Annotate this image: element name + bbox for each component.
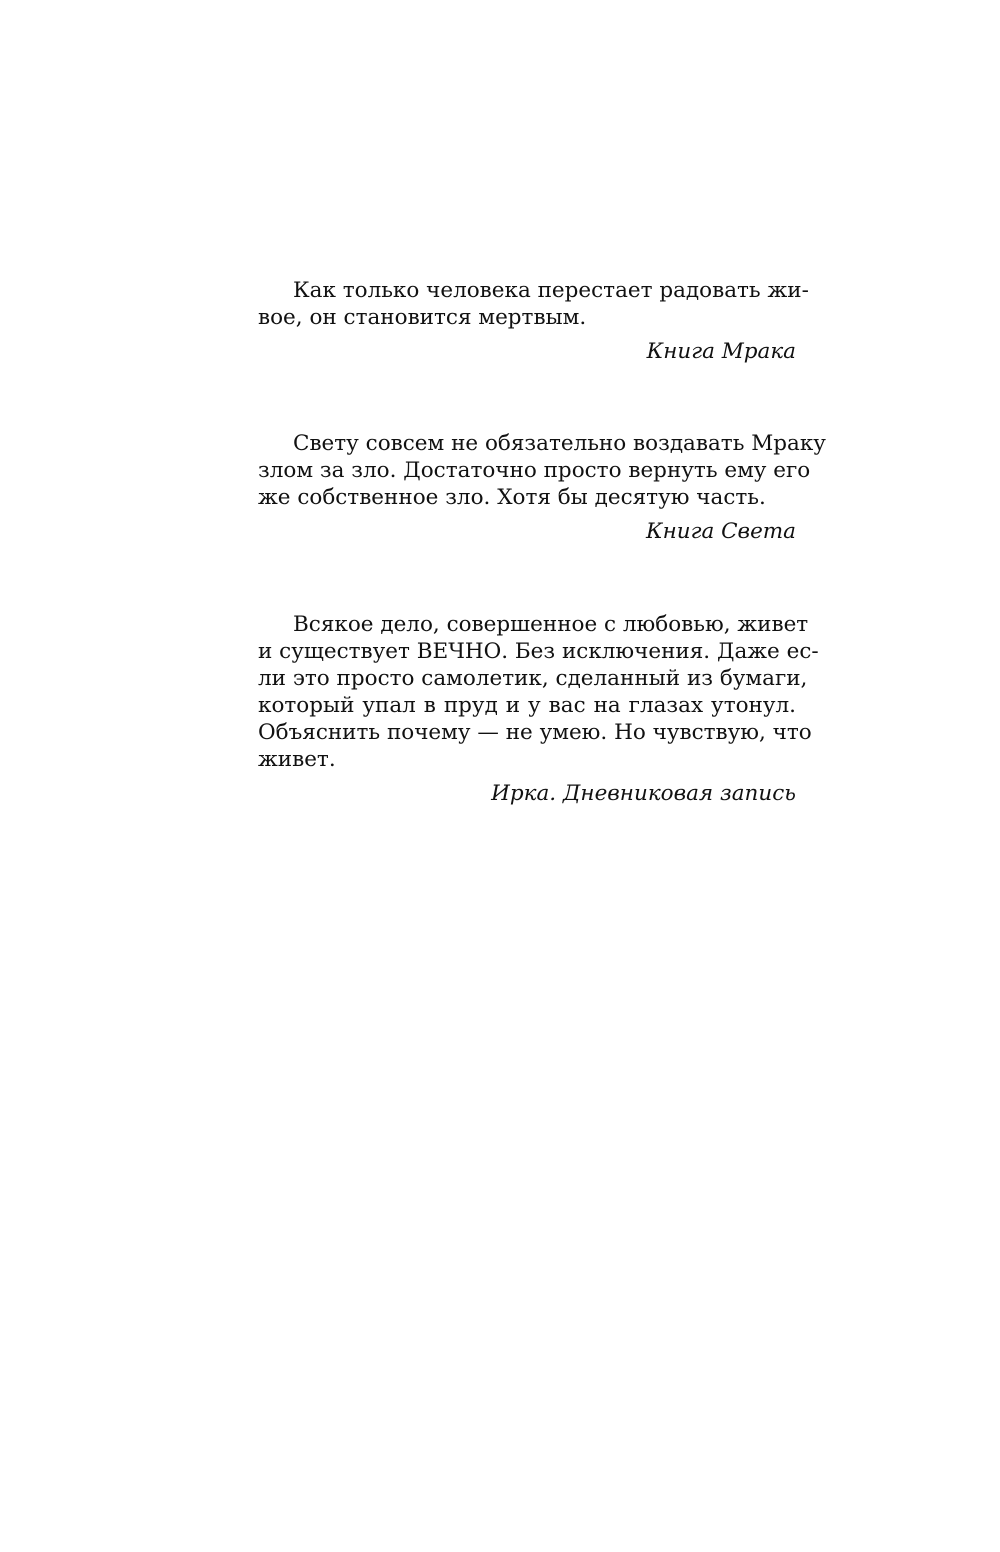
epigraph-text [258, 611, 819, 773]
epigraph-line: ли это просто самолетик, сделанный из бумаги, [258, 666, 808, 691]
epigraph-line: злом за зло. Достаточно просто вернуть ему его [258, 458, 811, 483]
epigraph-line: Объяснить почему — не умею. Но чувствую, что [258, 720, 812, 745]
epigraph-line: Свету совсем не обязательно воздавать Мраку [293, 431, 826, 456]
epigraph-block [258, 611, 819, 807]
epigraph-block [258, 430, 826, 545]
epigraph-source: Ирка. Дневниковая запись [491, 781, 796, 806]
epigraph-text [258, 277, 809, 331]
epigraph-line: Как только человека перестает радовать жи- [293, 278, 809, 303]
epigraph-text [258, 430, 826, 511]
epigraph-line: и существует ВЕЧНО. Без исключения. Даже ес- [258, 639, 819, 664]
epigraph-source: Книга Мрака [646, 339, 796, 364]
epigraph-source: Книга Света [645, 519, 796, 544]
epigraph-line: вое, он становится мертвым. [258, 305, 587, 330]
epigraph-line: живет. [258, 747, 336, 772]
epigraph-block [258, 277, 809, 365]
epigraph-line: же собственное зло. Хотя бы десятую часть. [258, 485, 766, 510]
epigraph-line: Всякое дело, совершенное с любовью, живет [293, 612, 809, 637]
epigraph-line: который упал в пруд и у вас на глазах утонул. [258, 693, 796, 718]
